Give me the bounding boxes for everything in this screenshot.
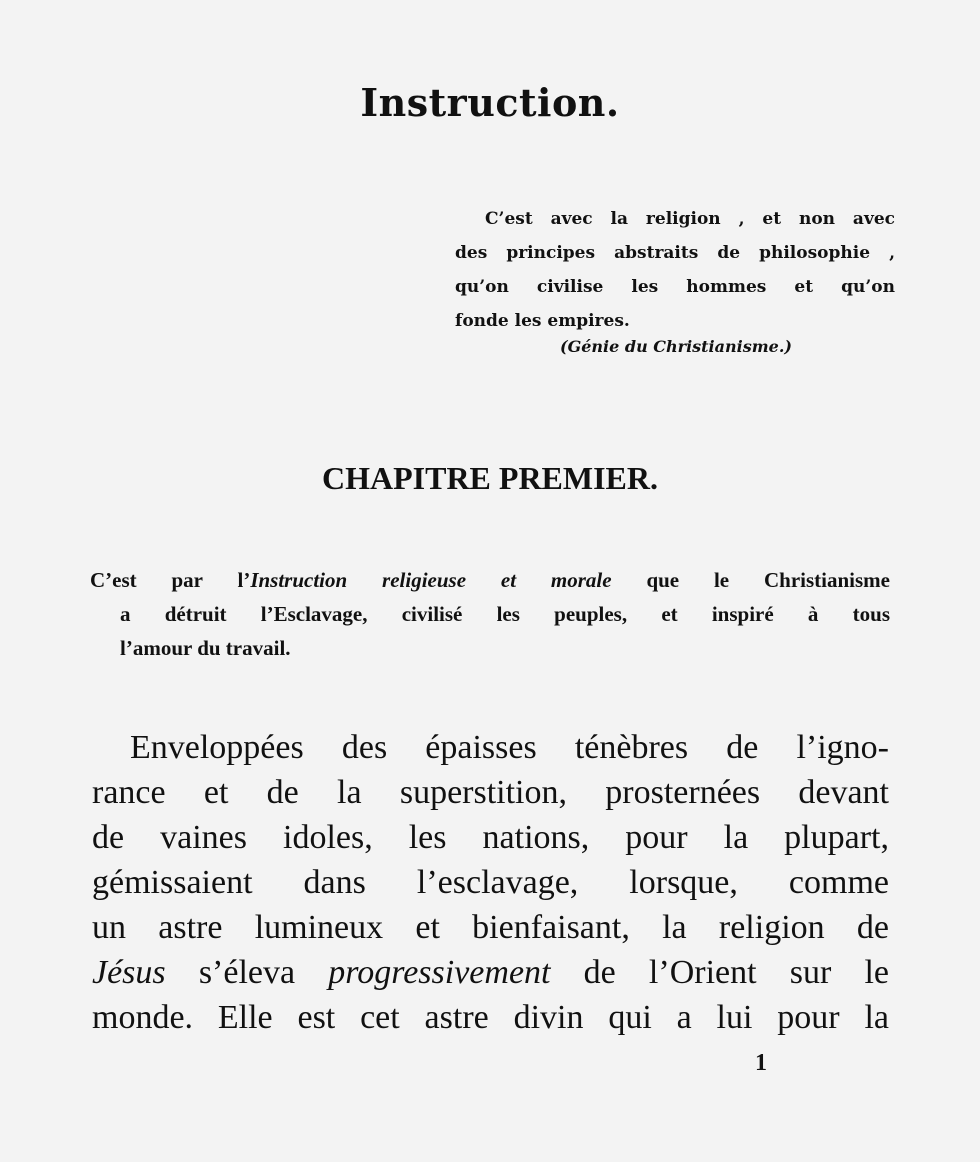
- chapter-title: CHAPITRE PREMIER.: [321, 460, 658, 496]
- body-line: de vaines idoles, les nations, pour la plupart,: [92, 819, 889, 856]
- body-line: monde. Elle est cet astre divin qui a lui pour la: [92, 999, 889, 1036]
- epigraph: [455, 202, 895, 338]
- page-number: 1: [755, 1050, 767, 1076]
- body-emphasis: Jésus: [92, 954, 166, 991]
- body-line: [92, 950, 889, 995]
- body-line: rance et de la superstition, prosternées devant: [92, 774, 889, 811]
- summary-line: l’amour du travail.: [120, 636, 291, 660]
- epigraph-line: C’est avec la religion , et non avec: [485, 209, 895, 229]
- epigraph-line: qu’on civilise les hommes et qu’on: [455, 277, 895, 297]
- body-paragraph: [92, 725, 889, 1040]
- summary-line: [90, 563, 890, 597]
- body-text: s’éleva: [165, 954, 329, 991]
- epigraph-line: des principes abstraits de philosophie ,: [455, 243, 895, 263]
- body-text: de l’Orient sur le: [550, 954, 889, 991]
- body-line: gémissaient dans l’esclavage, lorsque, comme: [92, 864, 889, 901]
- summary-emphasis: Instruction religieuse et morale: [250, 568, 612, 592]
- body-line: Enveloppées des épaisses ténèbres de l’igno-: [130, 729, 889, 766]
- body-emphasis: progressivement: [328, 954, 551, 991]
- epigraph-source: (Génie du Christianisme.): [560, 337, 792, 356]
- summary-text: que le Christianisme: [611, 568, 890, 592]
- body-line: un astre lumineux et bienfaisant, la religion de: [92, 909, 889, 946]
- page-header-title: Instruction.: [360, 80, 620, 125]
- epigraph-line: fonde les empires.: [455, 311, 630, 331]
- chapter-summary: [90, 563, 890, 665]
- summary-line: a détruit l’Esclavage, civilisé les peuples, et inspiré à tous: [120, 602, 890, 626]
- summary-text: C’est par l’: [90, 568, 251, 592]
